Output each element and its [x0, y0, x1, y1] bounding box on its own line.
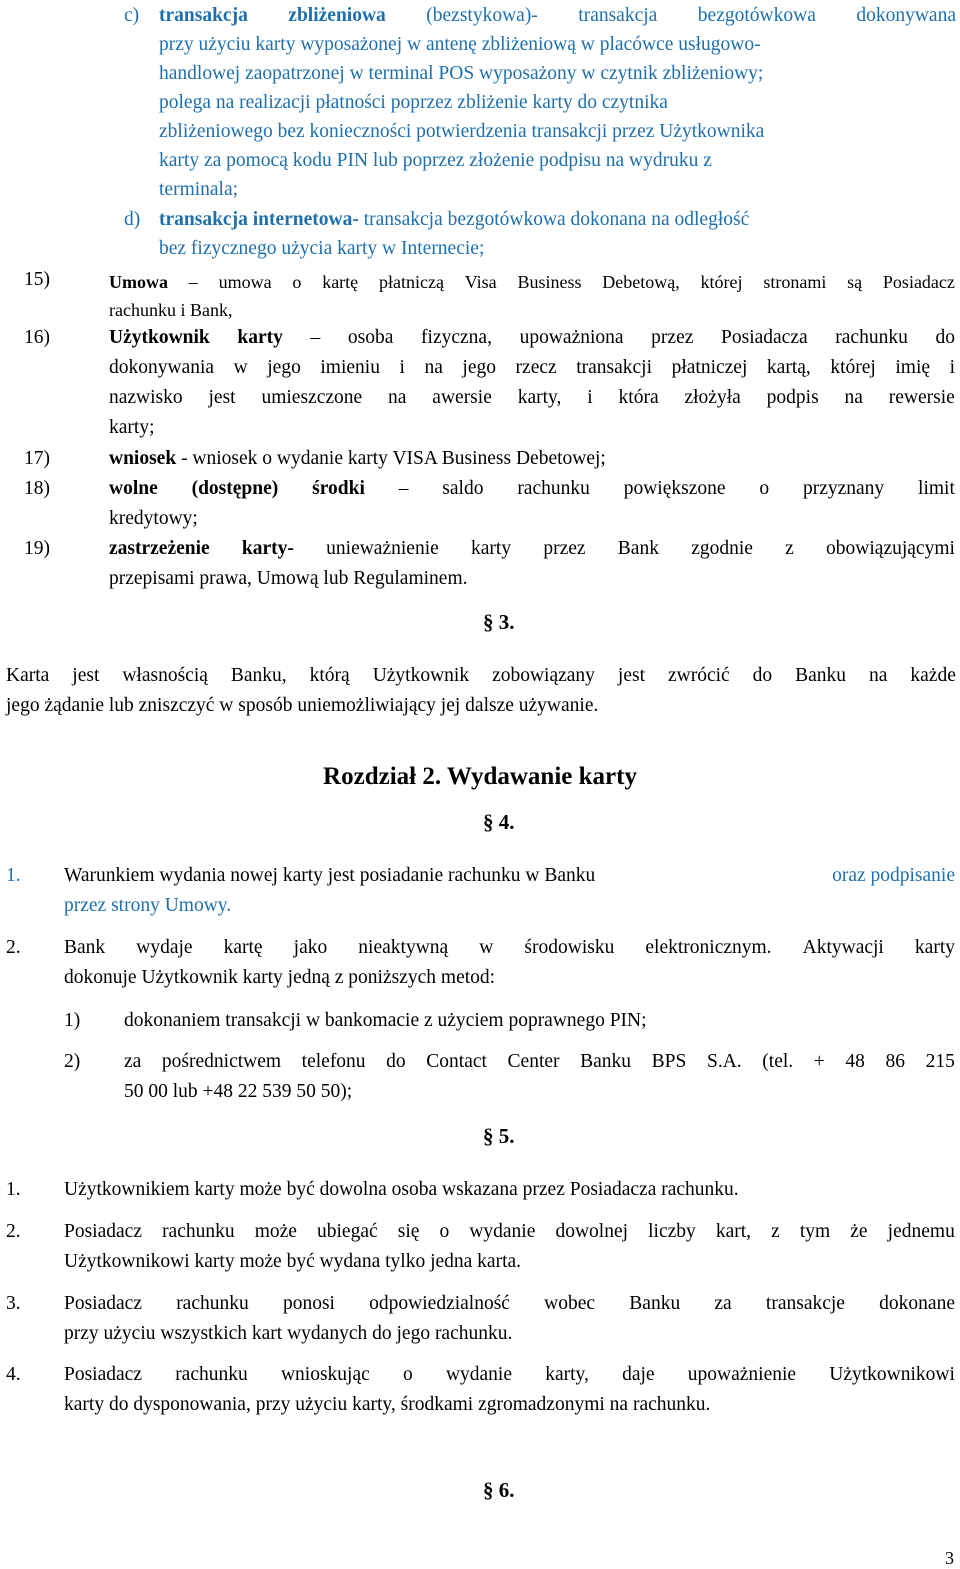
s5-item3-line2: przy użyciu wszystkich kart wydanych do jego rachunku.: [64, 1323, 513, 1344]
def16-line1: Użytkownik karty – osoba fizyczna, upoważniona przez Posiadacza rachunku do: [109, 327, 955, 348]
s5-item3-line1: Posiadacz rachunku ponosi odpowiedzialność wobec Banku za transakcje dokonane: [64, 1293, 955, 1314]
def15-num: 15): [24, 269, 50, 290]
s5-item2-line2: Użytkownikowi karty może być wydana tylko jedna karta.: [64, 1251, 522, 1272]
def15-line1: Umowa – umowa o kartę płatniczą Visa Business Debetową, której stronami są Posiadacz: [109, 272, 955, 292]
item-d-label: d): [124, 209, 141, 230]
s5-item2-num: 2.: [6, 1221, 21, 1242]
item-c-line5: zbliżeniowego bez konieczności potwierdzenia transakcji przez Użytkownika: [159, 121, 765, 142]
def18-line2: kredytowy;: [109, 508, 198, 529]
s4-item1-line2: przez strony Umowy.: [64, 895, 232, 916]
def17-num: 17): [24, 448, 50, 469]
chapter-title: Rozdział 2. Wydawanie karty: [323, 763, 637, 790]
item-c-line6: karty za pomocą kodu PIN lub poprzez złożenie podpisu na wydruku z: [159, 150, 712, 171]
section-6-heading: § 6.: [483, 1478, 515, 1502]
def16-line2: dokonywania w jego imieniu i na jego rzecz transakcji płatniczej kartą, której imię i: [109, 357, 955, 378]
s5-item4-num: 4.: [6, 1364, 21, 1385]
s5-item4-line1: Posiadacz rachunku wnioskując o wydanie karty, daje upoważnienie Użytkownikowi: [64, 1364, 955, 1385]
s4-item2-line1: Bank wydaje kartę jako nieaktywną w środowisku elektronicznym. Aktywacji karty: [64, 937, 955, 958]
item-c-line1: transakcja zbliżeniowa (bezstykowa)- transakcja bezgotówkowa dokonywana: [159, 5, 956, 26]
def18-num: 18): [24, 478, 50, 499]
section-5-heading: § 5.: [483, 1124, 515, 1148]
s4-method1-text: dokonaniem transakcji w bankomacie z użyciem poprawnego PIN;: [124, 1010, 647, 1031]
section-3-line2: jego żądanie lub zniszczyć w sposób uniemożliwiający jej dalsze używanie.: [6, 695, 599, 716]
item-c-line3: handlowej zaopatrzonej w terminal POS wyposażony w czytnik zbliżeniowy;: [159, 63, 764, 84]
s5-item2-line1: Posiadacz rachunku może ubiegać się o wydanie dowolnej liczby kart, z tym że jednemu: [64, 1221, 955, 1242]
s4-method2-num: 2): [64, 1051, 81, 1072]
s4-method2-line1: za pośrednictwem telefonu do Contact Center Banku BPS S.A. (tel. + 48 86 215: [124, 1051, 955, 1072]
s5-item1-num: 1.: [6, 1179, 21, 1200]
s4-item2-num: 2.: [6, 937, 21, 958]
def17-line1: wniosek - wniosek o wydanie karty VISA Business Debetowej;: [109, 448, 606, 469]
item-d-term: transakcja internetowa-: [159, 209, 359, 230]
s5-item4-line2: karty do dysponowania, przy użyciu karty, środkami zgromadzonymi na rachunku.: [64, 1394, 711, 1415]
def16-num: 16): [24, 327, 50, 348]
def18-line1: wolne (dostępne) środki – saldo rachunku powiększone o przyznany limit: [109, 478, 955, 499]
def15-line2: rachunku i Bank,: [109, 300, 233, 320]
s5-item1-text: Użytkownikiem karty może być dowolna osoba wskazana przez Posiadacza rachunku.: [64, 1179, 739, 1200]
section-3-line1: Karta jest własnością Banku, którą Użytkownik zobowiązany jest zwrócić do Banku na każde: [6, 665, 956, 686]
item-c-line7: terminala;: [159, 179, 239, 200]
section-4-heading: § 4.: [483, 810, 515, 834]
s4-item1-line1: Warunkiem wydania nowej karty jest posiadanie rachunku w Banku oraz podpisanie: [64, 865, 955, 886]
item-d-line1: transakcja internetowa- transakcja bezgotówkowa dokonana na odległość: [159, 209, 750, 230]
def16-line4: karty;: [109, 417, 155, 438]
def19-line2: przepisami prawa, Umową lub Regulaminem.: [109, 568, 468, 589]
def19-line1: zastrzeżenie karty- unieważnienie karty przez Bank zgodnie z obowiązującymi: [109, 538, 955, 559]
item-c-line2: przy użyciu karty wyposażonej w antenę zbliżeniową w placówce usługowo-: [159, 34, 761, 55]
item-c-line4: polega na realizacji płatności poprzez zbliżenie karty do czytnika: [159, 92, 668, 113]
s4-item2-line2: dokonuje Użytkownik karty jedną z poniższych metod:: [64, 967, 496, 988]
s4-method2-line2: 50 00 lub +48 22 539 50 50);: [124, 1081, 353, 1102]
def19-num: 19): [24, 538, 50, 559]
item-d-line2: bez fizycznego użycia karty w Internecie;: [159, 238, 485, 259]
s4-method1-num: 1): [64, 1010, 81, 1031]
s5-item3-num: 3.: [6, 1293, 21, 1314]
page-number: 3: [945, 1548, 954, 1568]
def16-line3: nazwisko jest umieszczone na awersie karty, i która złożyła podpis na rewersie: [109, 387, 955, 408]
section-3-heading: § 3.: [483, 610, 515, 634]
item-c-label: c): [124, 5, 140, 26]
s4-item1-num: 1.: [6, 865, 21, 886]
